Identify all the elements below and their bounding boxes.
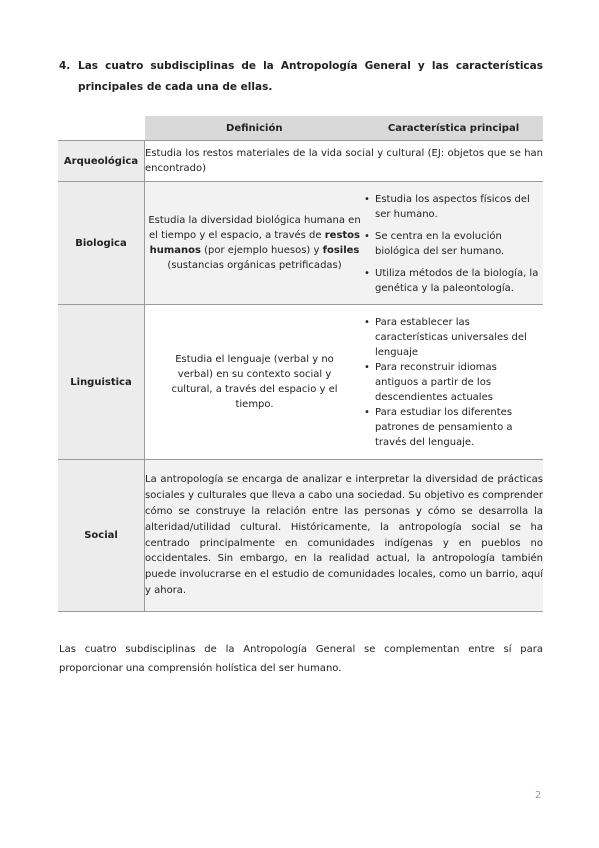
- header-definicion: Definición: [145, 116, 365, 141]
- bold-fosiles: fosiles: [322, 245, 360, 256]
- row-label-social: Social: [58, 460, 145, 612]
- header-empty-cell: [58, 116, 145, 141]
- heading-line-1: Las cuatro subdisciplinas de la Antropología General y las características: [78, 60, 543, 72]
- conclusion-paragraph: Las cuatro subdisciplinas de la Antropología General se complementan entre sí para proporcionar una comprensión holística del ser humano.: [59, 644, 543, 674]
- arqueologica-description: Estudia los restos materiales de la vida social y cultural (EJ: objetos que se han encontrado): [145, 141, 544, 182]
- bold-restos-humanos: restos humanos: [149, 230, 361, 256]
- table-row-arqueologica: [58, 141, 543, 182]
- list-item: • Para estudiar los diferentes patrones de pensamiento a través del lenguaje.: [375, 405, 543, 450]
- list-item: • Se centra en la evolución biológica del ser humano.: [375, 229, 543, 259]
- list-item: • Estudia los aspectos físicos del ser humano.: [375, 192, 543, 222]
- section-heading: [59, 56, 543, 98]
- social-description: La antropología se encarga de analizar e interpretar la diversidad de prácticas sociales y culturales que lleva a cabo una sociedad. Su objetivo es comprender cómo se construye la relación entre las personas y cómo se desarrolla la alteridad/utilidad cultural. Históricamente, la antropología social se ha centrado principalmente en comunidades indígenas y en pueblos no occidentales. Sin embargo, en la realidad actual, la antropología también puede involucrarse en el estudio de comunidades locales, como un barrio, aquí y ahora.: [145, 460, 544, 612]
- table-row-biologica: [58, 182, 543, 305]
- table-row-linguistica: [58, 305, 543, 460]
- list-item: • Utiliza métodos de la biología, la genética y la paleontología.: [375, 266, 543, 296]
- list-item: • Para reconstruir idiomas antiguos a partir de los descendientes actuales: [375, 360, 543, 405]
- linguistica-characteristics: [364, 305, 543, 460]
- list-item: • Para establecer las características universales del lenguaje: [375, 315, 543, 360]
- biologica-definition: Estudia la diversidad biológica humana en el tiempo y el espacio, a través de restos humanos (por ejemplo huesos) y fosiles (sustancias orgánicas petrificadas): [145, 182, 365, 305]
- row-label-biologica: Biologica: [58, 182, 145, 305]
- table-header-row: [58, 116, 543, 141]
- header-caracteristica: Característica principal: [364, 116, 543, 141]
- row-label-arqueologica: Arqueológica: [58, 141, 145, 182]
- row-label-linguistica: Linguistica: [58, 305, 145, 460]
- biologica-characteristics: [364, 182, 543, 305]
- heading-line-2: principales de cada una de ellas.: [78, 81, 273, 93]
- heading-number: 4.: [59, 60, 71, 72]
- table-row-social: [58, 460, 543, 612]
- linguistica-definition: Estudia el lenguaje (verbal y no verbal) en su contexto social y cultural, a través del espacio y el tiempo.: [145, 305, 365, 460]
- subdisciplines-table: [58, 116, 543, 612]
- page-number: 2: [535, 790, 542, 801]
